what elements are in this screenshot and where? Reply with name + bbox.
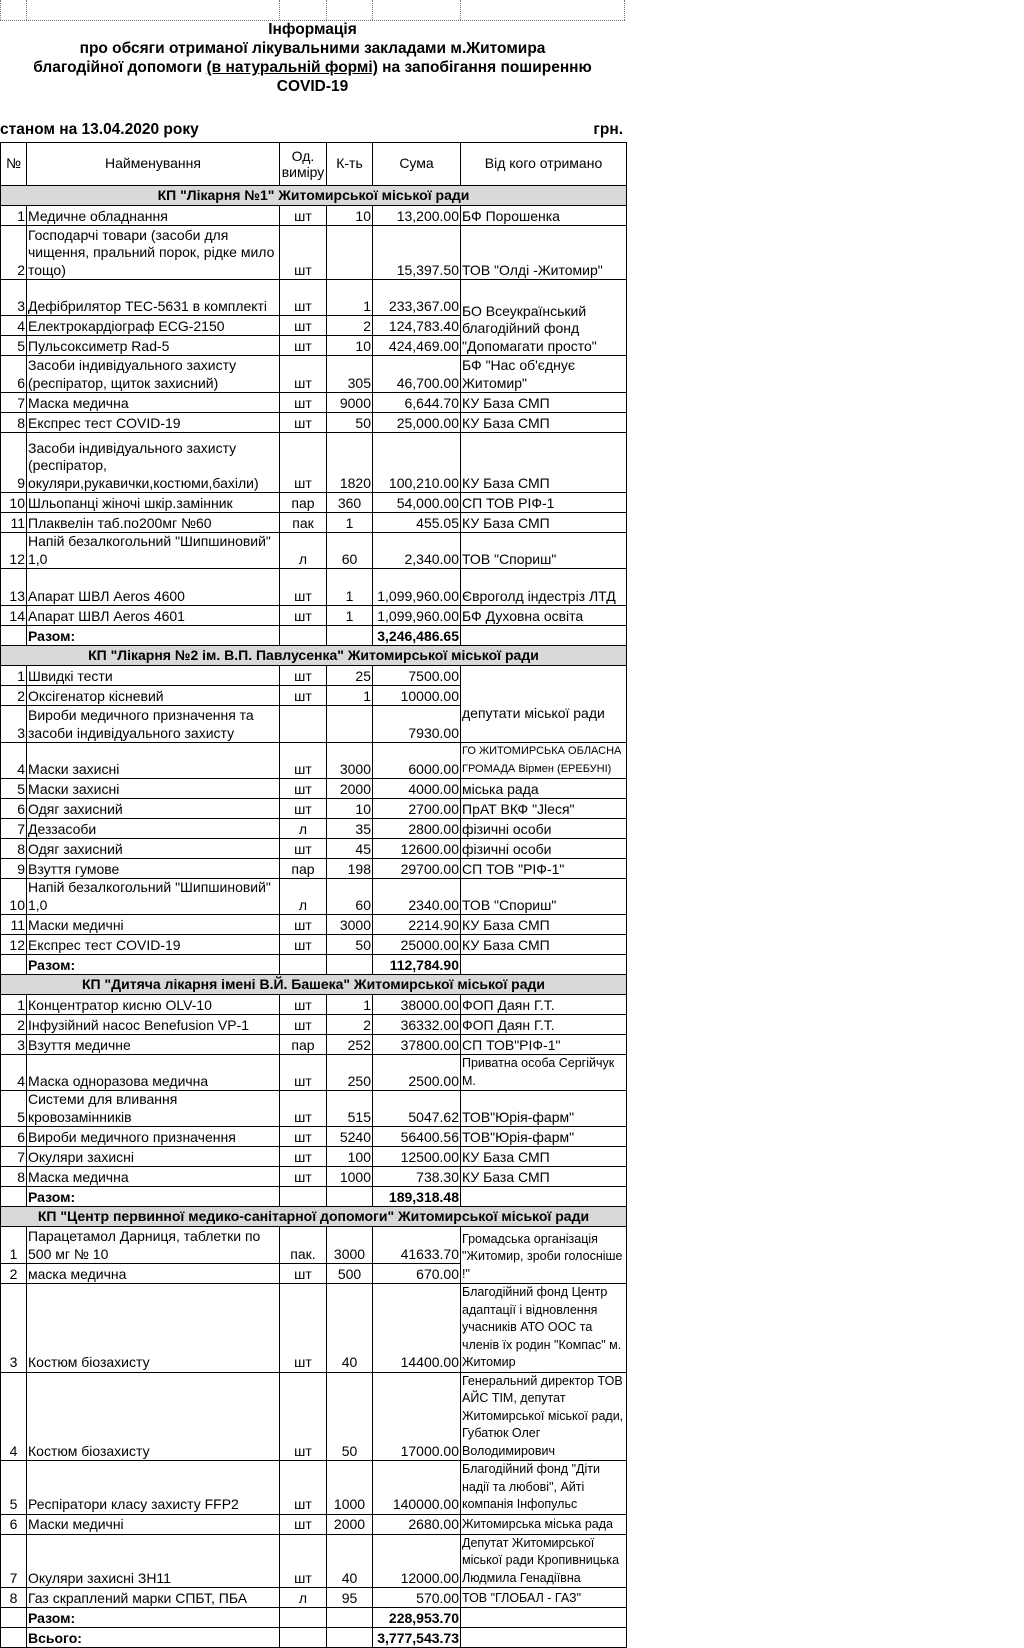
section-header-hospital-2: КП "Лікарня №2 ім. В.П. Павлусенка" Житомирської міської ради (1, 646, 627, 666)
section-total-row (1, 1187, 627, 1207)
table-row: 14 Апарат ШВЛ Aeros 4601 шт 1 1,099,960.00 БФ Духовна освіта (1, 606, 627, 626)
section-total-row (1, 626, 627, 646)
table-row: 6 Одяг захисний шт 10 2700.00 ПрАТ ВКФ "Jleся" (1, 799, 627, 819)
table-row: 3 Взуття медичне пар 252 37800.00 СП ТОВ"РІФ-1" (1, 1035, 627, 1055)
grand-total-value: 3,777,543.73 (373, 1628, 461, 1648)
table-row: 7 Окуляри захисні ЗН11 шт 40 12000.00 Депутат Житомирської міської ради Кропивницька Людмила Генадіївна (1, 1534, 627, 1588)
table-row: 1 Швидкі тести шт 25 7500.00 депутати міської ради (1, 666, 627, 686)
table-row: 9 Взуття гумове пар 198 29700.00 СП ТОВ "РІФ-1" (1, 859, 627, 879)
table-row: 2 Інфузійний насос Benefusion VP-1 шт 2 36332.00 ФОП Даян Г.Т. (1, 1015, 627, 1035)
table-row: 2 Оксігенатор кісневий шт 1 10000.00 (1, 686, 627, 706)
table-row: 5 Системи для вливання кровозамінників шт 515 5047.62 ТОВ"Юрія-фарм" (1, 1091, 627, 1127)
table-row: 3 Дефібрилятор ТЕС-5631 в комплекті шт 1 233,367.00 БО Всеукраїнський благодійний фонд "Допомагати просто" (1, 280, 627, 316)
table-row: 5 Пульсоксиметр Rad-5 шт 10 424,469.00 (1, 336, 627, 356)
donations-table (0, 142, 627, 1648)
col-header-number: № (1, 143, 27, 186)
section-total-value: 112,784.90 (373, 955, 461, 975)
table-header-row (1, 143, 627, 186)
col-header-sum: Сума (373, 143, 461, 186)
table-row: 5 Респіратори класу захисту FFP2 шт 1000 140000.00 Благодійний фонд "Діти надії та любові", Айті компанія Інфопульс (1, 1461, 627, 1515)
table-row: 10 Шльопанці жіночі шкір.замінник пар 360 54,000.00 СП ТОВ РІФ-1 (1, 493, 627, 513)
table-row: 12 Експрес тест COVID-19 шт 50 25000.00 КУ База СМП (1, 935, 627, 955)
title-line-4: COVID-19 (276, 78, 349, 95)
document-title (0, 20, 625, 96)
currency-label: грн. (593, 121, 623, 138)
table-row: 4 Маски захисні шт 3000 6000.00 ГО ЖИТОМИРСЬКА ОБЛАСНА ГРОМАДА Вірмен (ЕРЕБУНІ) (1, 743, 627, 779)
title-underlined-phrase: (в натуральній формі) (206, 59, 378, 76)
section-header-childrens-hospital: КП "Дитяча лікарня імені В.Й. Башека" Житомирської міської ради (1, 975, 627, 995)
table-row: 1 Медичне обладнання шт 10 13,200.00 БФ Порошенка (1, 206, 627, 226)
section-total-row (1, 1608, 627, 1628)
date-label: станом на 13.04.2020 року (0, 121, 199, 138)
grand-total-label: Всього: (27, 1628, 280, 1648)
table-row: 12 Напій безалкогольний "Шипшиновий" 1,0 л 60 2,340.00 ТОВ "Спориш" (1, 533, 627, 569)
table-row: 13 Апарат ШВЛ Aeros 4600 шт 1 1,099,960.00 Євроголд індестріз ЛТД (1, 569, 627, 606)
table-row: 6 Вироби медичного призначення шт 5240 56400.56 ТОВ"Юрія-фарм" (1, 1127, 627, 1147)
table-row: 3 Костюм біозахисту шт 40 14400.00 Благодійний фонд Центр адаптації і відновлення учасників АТО ООС та членів їх родин "Компас" м. Житомир (1, 1284, 627, 1373)
col-header-name: Найменування (27, 143, 280, 186)
table-row: 5 Маски захисні шт 2000 4000.00 міська рада (1, 779, 627, 799)
table-row: 9 Засоби індивідуального захисту (респіратор, окуляри,рукавички,костюми,бахіли) шт 1820 100,210.00 КУ База СМП (1, 433, 627, 493)
total-label: Разом: (27, 955, 280, 975)
table-row: 11 Маски медичні шт 3000 2214.90 КУ База СМП (1, 915, 627, 935)
table-row: 1 Парацетамол Дарниця, таблетки по 500 мг № 10 пак. 3000 41633.70 Громадська організація "Житомир, зроби голосніше !" (1, 1227, 627, 1264)
table-row: 7 Окуляри захисні шт 100 12500.00 КУ База СМП (1, 1147, 627, 1167)
section-total-row (1, 955, 627, 975)
table-row: 7 Деззасоби л 35 2800.00 фізичні особи (1, 819, 627, 839)
total-label: Разом: (27, 1608, 280, 1628)
date-line (0, 121, 625, 141)
grand-total-row (1, 1628, 627, 1648)
table-row: 2 маска медична шт 500 670.00 (1, 1264, 627, 1284)
table-row: 8 Маска медична шт 1000 738.30 КУ База СМП (1, 1167, 627, 1187)
total-label: Разом: (27, 626, 280, 646)
table-row: 4 Електрокардіограф ECG-2150 шт 2 124,783.40 (1, 316, 627, 336)
table-row: 3 Вироби медичного призначення та засоби індивідуального захисту 7930.00 (1, 706, 627, 743)
table-row: 6 Засоби індивідуального захисту (респіратор, щиток захисний) шт 305 46,700.00 БФ "Нас об'єднує Житомир" (1, 356, 627, 393)
table-row: 4 Маска одноразова медична шт 250 2500.00 Приватна особа Сергійчук М. (1, 1055, 627, 1091)
title-line-1: Інформація (268, 21, 357, 38)
table-row: 1 Концентратор кисню OLV-10 шт 1 38000.00 ФОП Даян Г.Т. (1, 995, 627, 1015)
section-header-primary-care-center: КП "Центр первинної медико-санітарної допомоги" Житомирської міської ради (1, 1207, 627, 1227)
section-header-hospital-1: КП "Лікарня №1" Житомирської міської ради (1, 186, 627, 206)
section-total-value: 228,953.70 (373, 1608, 461, 1628)
header-grid-row (0, 0, 625, 21)
table-row: 11 Плаквелін таб.по200мг №60 пак 1 455.05 КУ База СМП (1, 513, 627, 533)
total-label: Разом: (27, 1187, 280, 1207)
section-total-value: 3,246,486.65 (373, 626, 461, 646)
table-row: 7 Маска медична шт 9000 6,644.70 КУ База СМП (1, 393, 627, 413)
table-row: 8 Експрес тест COVID-19 шт 50 25,000.00 КУ База СМП (1, 413, 627, 433)
title-line-2: про обсяги отриманої лікувальними закладами м.Житомира (79, 40, 546, 57)
col-header-qty: К-ть (327, 143, 373, 186)
table-row: 8 Одяг захисний шт 45 12600.00 фізичні особи (1, 839, 627, 859)
col-header-unit: Од. виміру (280, 143, 327, 186)
table-row: 8 Газ скраплений марки СПБТ, ПБА л 95 570.00 ТОВ "ГЛОБАЛ - ГАЗ" (1, 1588, 627, 1608)
table-row: 4 Костюм біозахисту шт 50 17000.00 Генеральний директор ТОВ АЙС ТІМ, депутат Житомирської міської ради, Губатюк Олег Володимирович (1, 1372, 627, 1461)
section-total-value: 189,318.48 (373, 1187, 461, 1207)
table-row: 2 Господарчі товари (засоби для чищення, пральний порок, рідке мило тощо) шт 15,397.50 ТОВ "Олді -Житомир" (1, 226, 627, 280)
title-line-3: благодійної допомоги (в натуральній формі) на запобігання поширенню (33, 59, 592, 76)
col-header-from: Від кого отримано (461, 143, 627, 186)
table-row: 6 Маски медичні шт 2000 2680.00 Житомирська міська рада (1, 1514, 627, 1534)
table-row: 10 Напій безалкогольний "Шипшиновий" 1,0 л 60 2340.00 ТОВ "Спориш" (1, 879, 627, 915)
